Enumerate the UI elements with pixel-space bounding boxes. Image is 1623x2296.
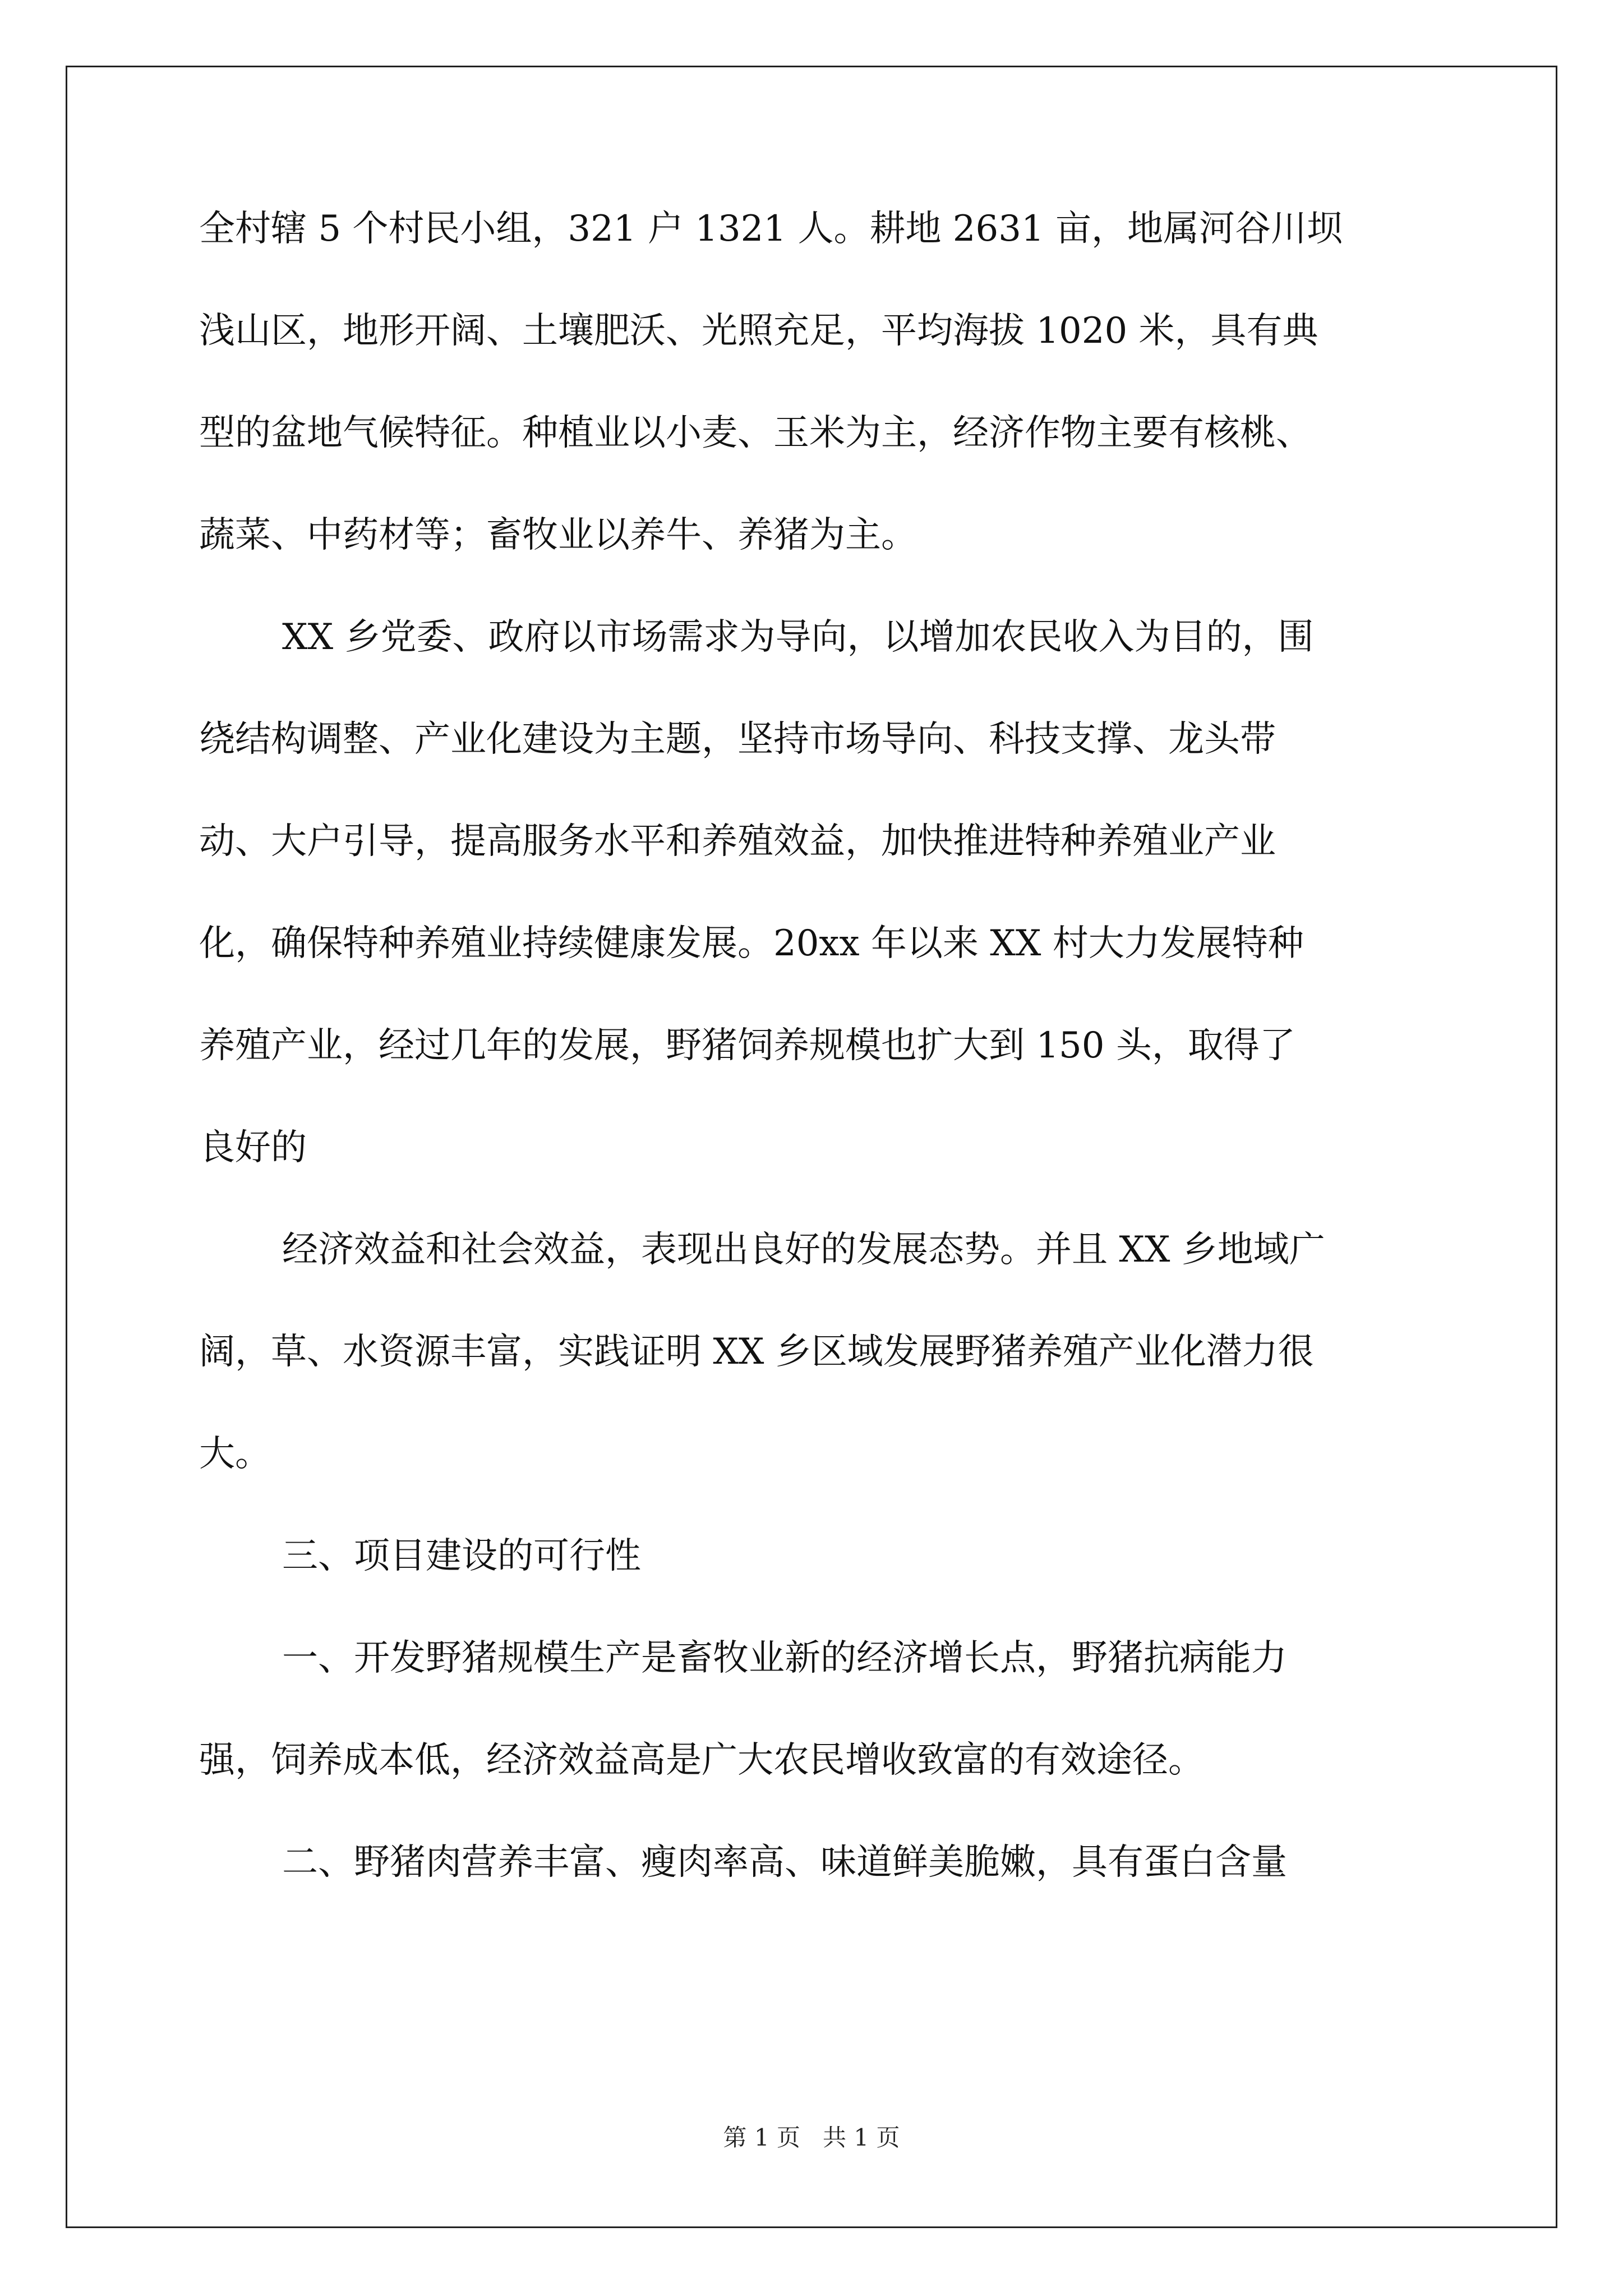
text-line-7: 动、大户引导，提高服务水平和养殖效益，加快推进特种养殖业产业 xyxy=(199,821,1276,862)
section-heading: 三、项目建设的可行性 xyxy=(282,1535,641,1577)
text-line-6: 绕结构调整、产业化建设为主题，坚持市场导向、科技支撑、龙头带 xyxy=(199,719,1276,760)
text-line-8: 化，确保特种养殖业持续健康发展。20xx 年以来 XX 村大力发展特种 xyxy=(199,923,1304,964)
text-line-5: XX 乡党委、政府以市场需求为导向，以增加农民收入为目的，围 xyxy=(282,616,1314,658)
text-line-4: 蔬菜、中药材等；畜牧业以养牛、养猪为主。 xyxy=(199,514,917,556)
text-line-3: 型的盆地气候特征。种植业以小麦、玉米为主，经济作物主要有核桃、 xyxy=(199,412,1312,454)
text-line-16: 强，饲养成本低，经济效益高是广大农民增收致富的有效途径。 xyxy=(199,1740,1204,1781)
text-line-12: 阔，草、水资源丰富，实践证明 XX 乡区域发展野猪养殖产业化潜力很 xyxy=(199,1331,1314,1373)
text-line-17: 二、野猪肉营养丰富、瘦肉率高、味道鲜美脆嫩，具有蛋白含量 xyxy=(282,1842,1287,1883)
text-line-1: 全村辖 5 个村民小组，321 户 1321 人。耕地 2631 亩，地属河谷川坝 xyxy=(199,208,1343,250)
text-line-15: 一、开发野猪规模生产是畜牧业新的经济增长点，野猪抗病能力 xyxy=(282,1637,1287,1679)
document-body xyxy=(199,208,1427,1947)
text-line-11: 经济效益和社会效益，表现出良好的发展态势。并且 XX 乡地域广 xyxy=(282,1229,1325,1271)
text-line-10: 良好的 xyxy=(199,1127,307,1168)
text-line-2: 浅山区，地形开阔、土壤肥沃、光照充足，平均海拔 1020 米，具有典 xyxy=(199,310,1318,352)
page-footer: 第 1 页 共 1 页 xyxy=(723,2124,900,2151)
text-line-13: 大。 xyxy=(199,1433,271,1475)
text-line-9: 养殖产业，经过几年的发展，野猪饲养规模也扩大到 150 头，取得了 xyxy=(199,1025,1295,1066)
